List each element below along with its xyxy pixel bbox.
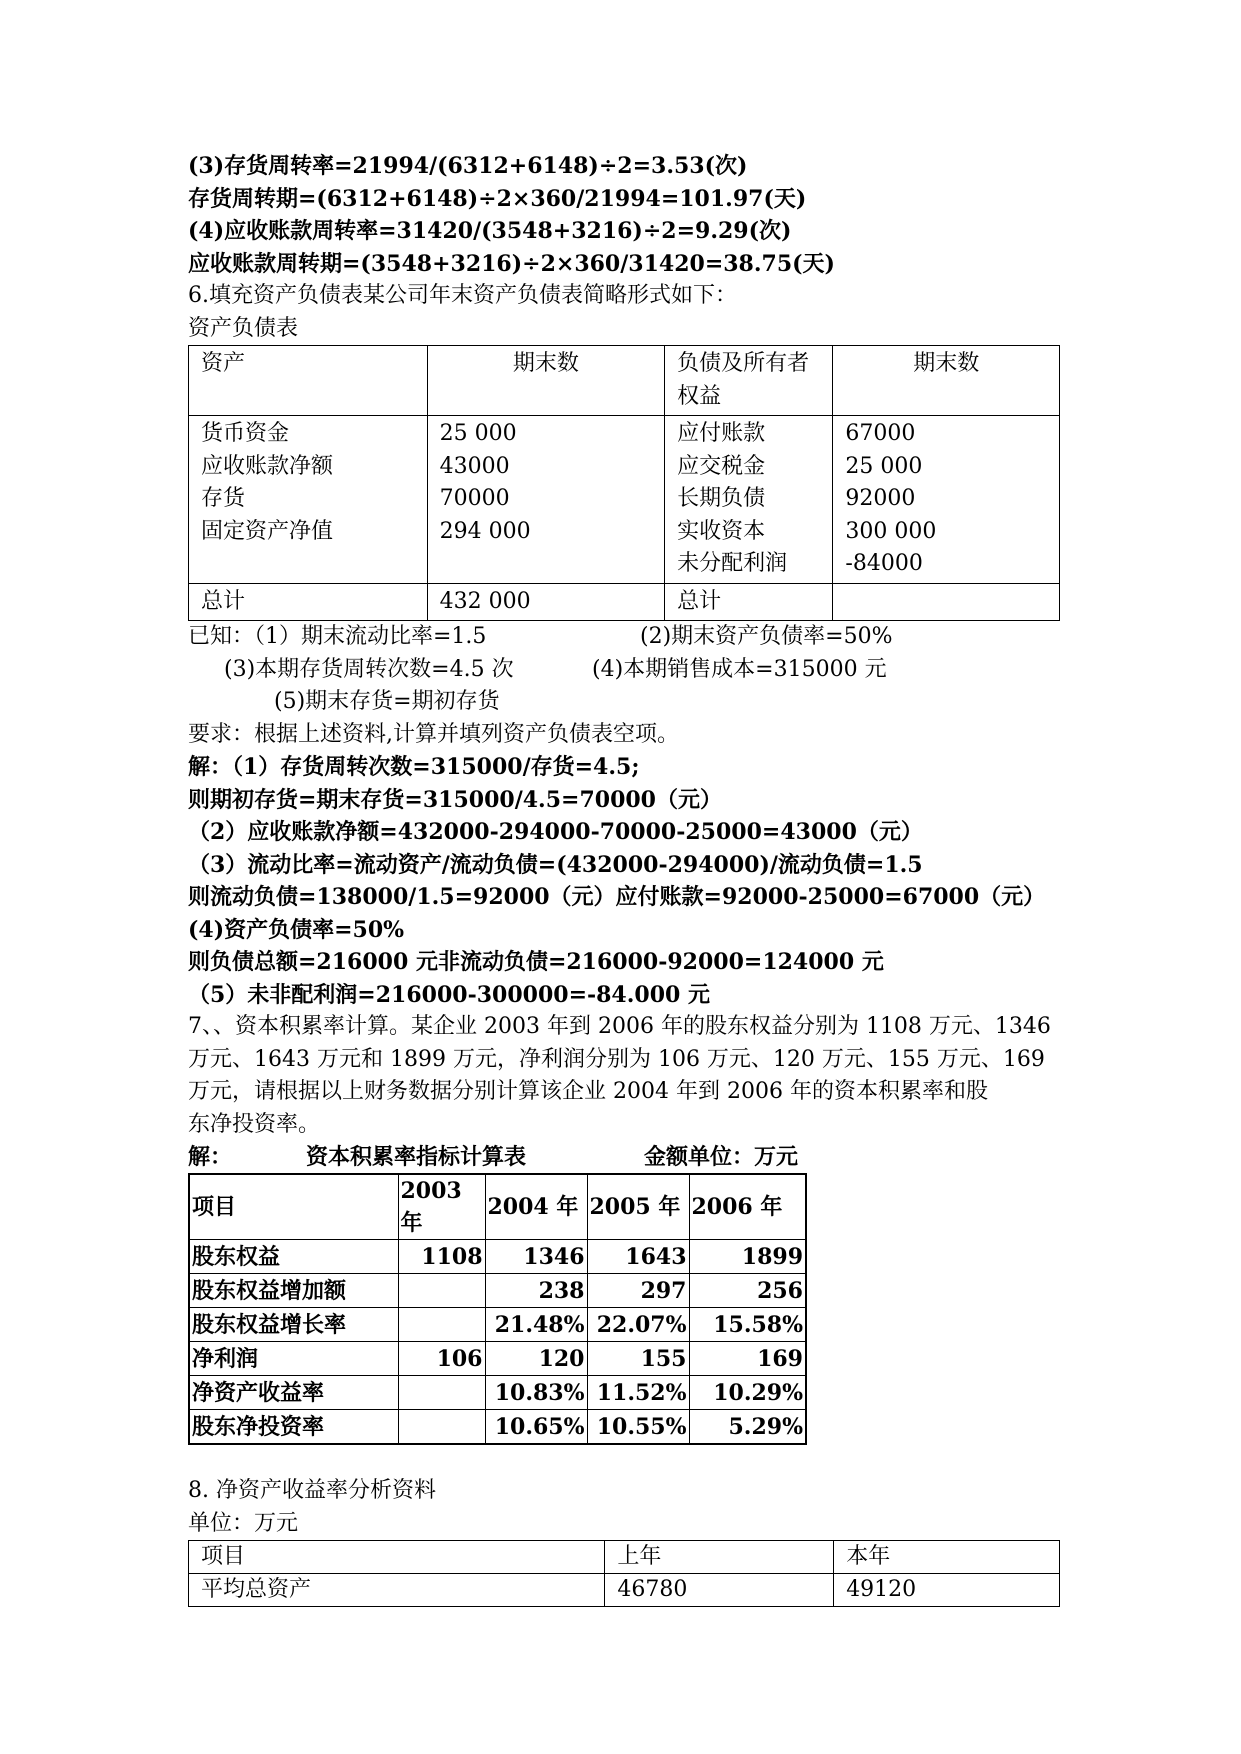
header-cell: 资产 bbox=[189, 346, 428, 416]
liability-value: 67000 bbox=[845, 421, 916, 446]
row-label: 股东权益增加额 bbox=[189, 1274, 398, 1308]
table-row bbox=[189, 1274, 806, 1308]
cell bbox=[398, 1274, 485, 1308]
cell: 120 bbox=[485, 1342, 587, 1376]
cell: 49120 bbox=[834, 1574, 1060, 1607]
capital-table-caption bbox=[188, 1141, 1068, 1173]
receivable-turnover-rate: (4)应收账款周转率=31420/(3548+3216)÷2=9.29(次) bbox=[188, 218, 792, 244]
asset-item: 货币资金 bbox=[201, 421, 290, 446]
question-7-line: 东净投资率。 bbox=[188, 1111, 321, 1137]
liability-total-value bbox=[833, 583, 1060, 621]
requirement: 要求：根据上述资料,计算并填列资产负债表空项。 bbox=[188, 721, 679, 747]
header-cell: 本年 bbox=[834, 1541, 1060, 1574]
header-cell: 2005 年 bbox=[587, 1174, 689, 1240]
liability-items-cell bbox=[665, 416, 833, 584]
solution-line: （3）流动比率=流动资产/流动负债=(432000-294000)/流动负债=1.5 bbox=[188, 851, 923, 878]
cell: 1899 bbox=[689, 1240, 806, 1274]
liability-value: 25 000 bbox=[845, 453, 923, 479]
cell: 1643 bbox=[587, 1240, 689, 1274]
cell: 22.07% bbox=[587, 1308, 689, 1342]
known-4: (4)本期销售成本=315000 元 bbox=[592, 656, 887, 682]
balance-sheet-total-row bbox=[189, 583, 1060, 621]
liability-value: 92000 bbox=[845, 486, 916, 511]
roe-table-header-row bbox=[189, 1541, 1060, 1574]
table-row bbox=[189, 1240, 806, 1274]
asset-value: 70000 bbox=[439, 486, 510, 511]
asset-total-value: 432 000 bbox=[427, 583, 665, 621]
spacer bbox=[188, 1445, 1068, 1475]
capital-table-header-row bbox=[189, 1174, 806, 1240]
inventory-turnover-rate: (3)存货周转率=21994/(6312+6148)÷2=3.53(次) bbox=[188, 153, 748, 179]
table-row bbox=[189, 1342, 806, 1376]
cell: 169 bbox=[689, 1342, 806, 1376]
cell bbox=[398, 1308, 485, 1342]
capital-accumulation-table bbox=[188, 1173, 807, 1445]
cell: 15.58% bbox=[689, 1308, 806, 1342]
known-line-1 bbox=[188, 621, 1068, 654]
cell: 21.48% bbox=[485, 1308, 587, 1342]
header-cell: 期末数 bbox=[427, 346, 665, 416]
balance-sheet-body-row bbox=[189, 416, 1060, 584]
row-label: 股东净投资率 bbox=[189, 1410, 398, 1445]
cell: 10.65% bbox=[485, 1410, 587, 1445]
cell bbox=[398, 1410, 485, 1445]
cell: 10.29% bbox=[689, 1376, 806, 1410]
liability-value: -84000 bbox=[845, 551, 923, 576]
question-6: 6.填充资产负债表某公司年末资产负债表简略形式如下： bbox=[188, 283, 737, 308]
cell: 5.29% bbox=[689, 1410, 806, 1445]
solve-label: 解： bbox=[188, 1144, 233, 1170]
cell: 11.52% bbox=[587, 1376, 689, 1410]
asset-items-cell bbox=[189, 416, 428, 584]
header-cell: 项目 bbox=[189, 1541, 605, 1574]
liability-value: 300 000 bbox=[845, 518, 937, 544]
row-label: 净利润 bbox=[189, 1342, 398, 1376]
cell: 155 bbox=[587, 1342, 689, 1376]
inventory-turnover-period: 存货周转期=(6312+6148)÷2×360/21994=101.97(天) bbox=[188, 185, 807, 212]
header-cell: 2006 年 bbox=[689, 1174, 806, 1240]
solution-line: 则流动负债=138000/1.5=92000（元）应付账款=92000-25000=67000（元） bbox=[188, 884, 1046, 910]
solution-line: (4)资产负债率=50% bbox=[188, 916, 405, 943]
question-7-line: 万元，请根据以上财务数据分别计算该企业 2004 年到 2006 年的资本积累率和股 bbox=[188, 1079, 988, 1104]
header-cell: 负债及所有者权益 bbox=[665, 346, 833, 416]
row-label: 平均总资产 bbox=[189, 1574, 605, 1607]
liability-item: 未分配利润 bbox=[677, 551, 788, 576]
table-row bbox=[189, 1376, 806, 1410]
cell: 256 bbox=[689, 1274, 806, 1308]
asset-value: 294 000 bbox=[439, 518, 531, 544]
cell: 1108 bbox=[398, 1240, 485, 1274]
known-5: (5)期末存货=期初存货 bbox=[274, 689, 500, 714]
header-cell: 上年 bbox=[605, 1541, 834, 1574]
question-8-title: 8. 净资产收益率分析资料 bbox=[188, 1478, 436, 1503]
question-8-unit: 单位：万元 bbox=[188, 1510, 299, 1536]
roe-analysis-table bbox=[188, 1540, 1060, 1607]
liability-item: 应付账款 bbox=[677, 421, 766, 446]
asset-item: 应收账款净额 bbox=[201, 453, 334, 479]
cell: 297 bbox=[587, 1274, 689, 1308]
asset-item: 固定资产净值 bbox=[201, 518, 334, 544]
cell: 238 bbox=[485, 1274, 587, 1308]
asset-values-cell bbox=[427, 416, 665, 584]
liability-total-label: 总计 bbox=[665, 583, 833, 621]
solution-line: 解：（1）存货周转次数=315000/存货=4.5; bbox=[188, 754, 640, 780]
asset-value: 25 000 bbox=[439, 421, 517, 446]
liability-values-cell bbox=[833, 416, 1060, 584]
known-1: 已知：（1）期末流动比率=1.5 bbox=[188, 624, 487, 649]
question-7-line: 万元、1643 万元和 1899 万元，净利润分别为 106 万元、120 万元、155 万元、169 bbox=[188, 1046, 1045, 1072]
table-row bbox=[189, 1574, 1060, 1607]
asset-value: 43000 bbox=[439, 453, 510, 479]
cell: 46780 bbox=[605, 1574, 834, 1607]
row-label: 股东权益增长率 bbox=[189, 1308, 398, 1342]
capital-table-unit: 金额单位：万元 bbox=[644, 1144, 799, 1170]
receivable-turnover-period: 应收账款周转期=(3548+3216)÷2×360/31420=38.75(天) bbox=[188, 250, 835, 277]
known-line-2 bbox=[188, 654, 1068, 687]
header-cell: 2003 年 bbox=[398, 1174, 485, 1240]
known-2: (2)期末资产负债率=50% bbox=[640, 624, 893, 649]
known-3: (3)本期存货周转次数=4.5 次 bbox=[224, 656, 514, 682]
solution-line: （5）未非配利润=216000-300000=-84.000 元 bbox=[188, 981, 710, 1008]
cell: 10.55% bbox=[587, 1410, 689, 1445]
liability-item: 实收资本 bbox=[677, 518, 766, 544]
row-label: 净资产收益率 bbox=[189, 1376, 398, 1410]
row-label: 股东权益 bbox=[189, 1240, 398, 1274]
solution-line: 则期初存货=期末存货=315000/4.5=70000（元） bbox=[188, 786, 722, 813]
balance-sheet-table bbox=[188, 345, 1060, 621]
solution-line: 则负债总额=216000 元非流动负债=216000-92000=124000 元 bbox=[188, 949, 884, 975]
header-cell: 期末数 bbox=[833, 346, 1060, 416]
header-cell: 2004 年 bbox=[485, 1174, 587, 1240]
capital-table-title: 资本积累率指标计算表 bbox=[306, 1144, 527, 1170]
cell: 1346 bbox=[485, 1240, 587, 1274]
liability-item: 应交税金 bbox=[677, 453, 766, 479]
cell bbox=[398, 1376, 485, 1410]
balance-sheet-header-row bbox=[189, 346, 1060, 416]
solution-line: （2）应收账款净额=432000-294000-70000-25000=43000（元） bbox=[188, 819, 923, 845]
cell: 106 bbox=[398, 1342, 485, 1376]
balance-sheet-title: 资产负债表 bbox=[188, 315, 299, 341]
table-row bbox=[189, 1410, 806, 1445]
asset-item: 存货 bbox=[201, 486, 246, 511]
cell: 10.83% bbox=[485, 1376, 587, 1410]
asset-total-label: 总计 bbox=[189, 583, 428, 621]
document-page bbox=[188, 150, 1068, 1607]
header-cell: 项目 bbox=[189, 1174, 398, 1240]
liability-item: 长期负债 bbox=[677, 486, 766, 511]
question-7-line: 7、、资本积累率计算。某企业 2003 年到 2006 年的股东权益分别为 1108 万元、1346 bbox=[188, 1014, 1051, 1039]
table-row bbox=[189, 1308, 806, 1342]
